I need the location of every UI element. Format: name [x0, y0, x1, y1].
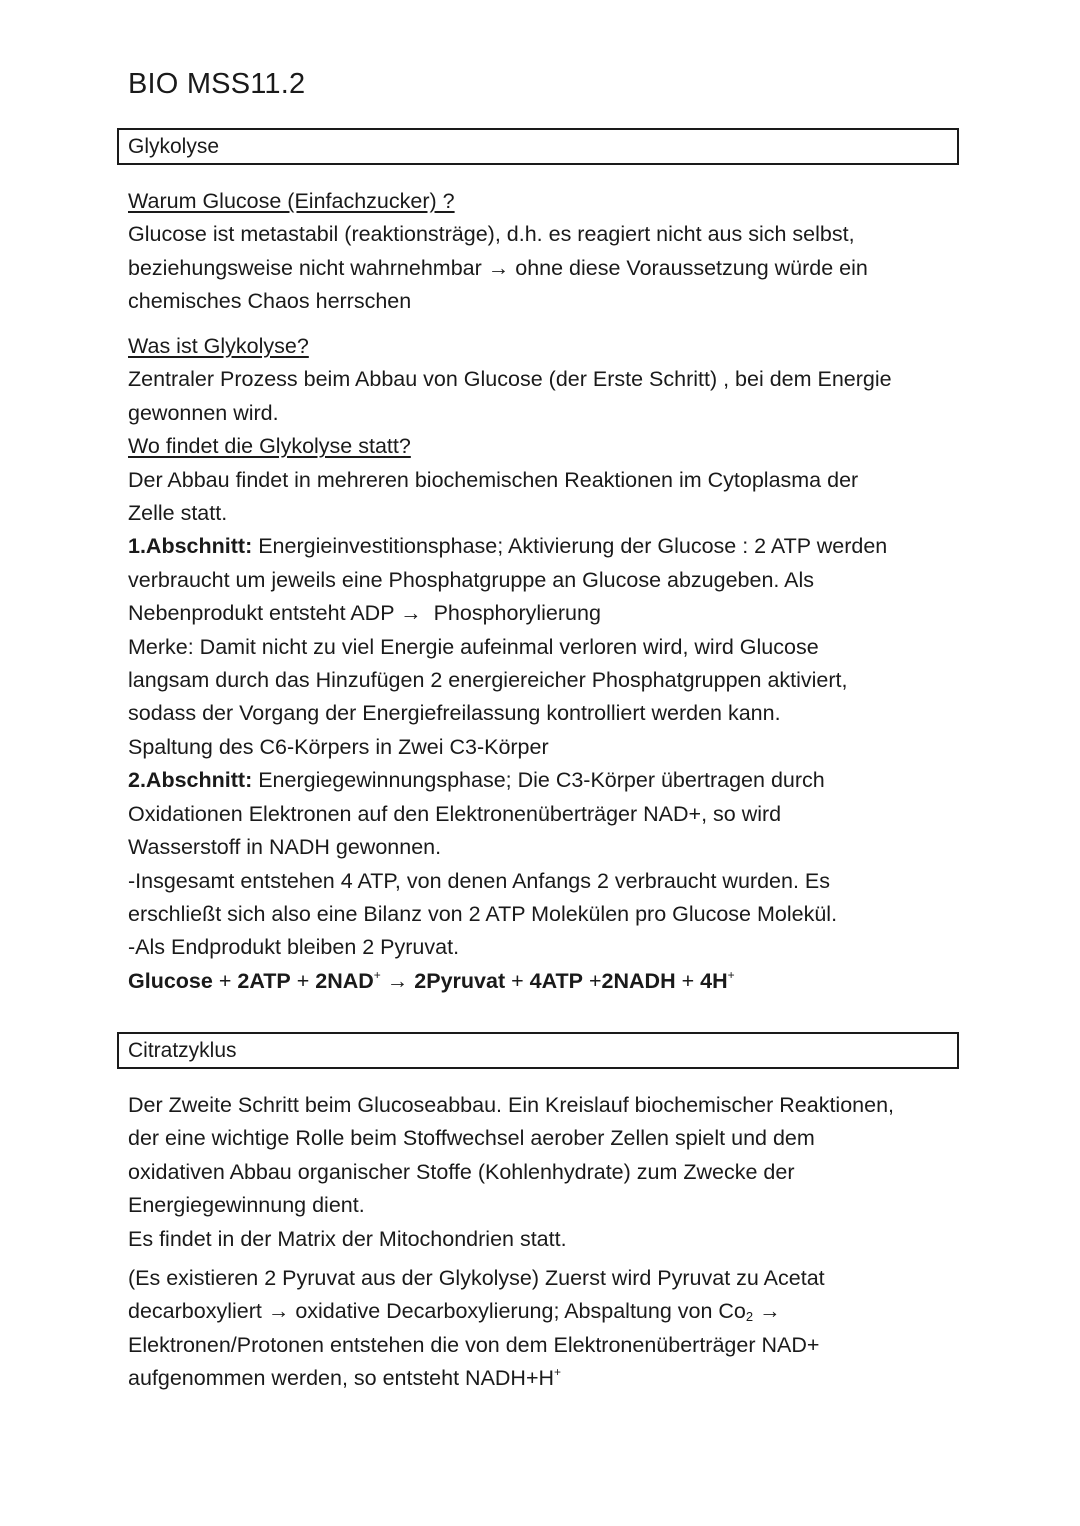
paragraph-line: Zelle statt. [128, 501, 228, 526]
paragraph-line: beziehungsweise nicht wahrnehmbar → ohne diese Voraussetzung würde ein [128, 255, 868, 280]
paragraph-line: decarboxyliert → oxidative Decarboxylierung; Abspaltung von $Co_2$ → [128, 1299, 781, 1325]
right-arrow-icon: → [487, 255, 510, 280]
question-heading: Was ist Glykolyse? [128, 334, 309, 358]
paragraph-line: Der Zweite Schritt beim Glucoseabbau. Ein Kreislauf biochemischer Reaktionen, [128, 1093, 895, 1117]
step-label: 1.Abschnitt: [128, 534, 253, 559]
paragraph-line: sodass der Vorgang der Energiefreilassung kontrolliert werden kann. [128, 701, 781, 726]
right-arrow-icon: → [386, 968, 409, 993]
citratzyklus-intro [128, 1089, 958, 1256]
question-heading: Warum Glucose (Einfachzucker) ? [128, 189, 455, 213]
paragraph-line: Wasserstoff in NADH gewonnen. [128, 835, 442, 860]
glykolyse-main-text [128, 330, 958, 998]
paragraph-line: Glucose ist metastabil (reaktionsträge), d.h. es reagiert nicht aus sich selbst, [128, 222, 855, 247]
paragraph-line: gewonnen wird. [128, 400, 279, 425]
right-arrow-icon: → [267, 1299, 290, 1324]
citratzyklus-decarboxylation [128, 1262, 958, 1396]
paragraph-line: Energiegewinnung dient. [128, 1193, 365, 1218]
section-heading-citratzyklus [117, 1032, 959, 1069]
paragraph-line: -Als Endprodukt bleiben 2 Pyruvat. [128, 935, 460, 960]
paragraph-line: erschließt sich also eine Bilanz von 2 ATP Molekülen pro Glucose Molekül. [128, 901, 838, 926]
right-arrow-icon: → [759, 1299, 781, 1324]
section-heading-label: Glykolyse [128, 135, 220, 158]
right-arrow-icon: → [400, 601, 422, 626]
question-heading: Wo findet die Glykolyse statt? [128, 434, 411, 459]
paragraph-line: Der Abbau findet in mehreren biochemischen Reaktionen im Cytoplasma der [128, 467, 859, 492]
paragraph-line: oxidativen Abbau organischer Stoffe (Kohlenhydrate) zum Zwecke der [128, 1159, 795, 1184]
paragraph-line: verbraucht um jeweils eine Phosphatgruppe an Glucose abzugeben. Als [128, 567, 815, 592]
paragraph-line: -Insgesamt entstehen 4 ATP, von denen Anfangs 2 verbraucht wurden. Es [128, 868, 830, 893]
glykolyse-why-glucose [128, 185, 958, 319]
document-title: BIO MSS11.2 [128, 68, 306, 100]
paragraph-line: Spaltung des C6-Körpers in Zwei C3-Körper [128, 734, 549, 759]
section-heading-glykolyse [117, 128, 959, 165]
section-heading-label: Citratzyklus [128, 1039, 237, 1062]
paragraph-line: 2.Abschnitt: Energiegewinnungsphase; Die C3-Körper übertragen durch [128, 768, 825, 793]
paragraph-line: langsam durch das Hinzufügen 2 energiereicher Phosphatgruppen aktiviert, [128, 668, 848, 693]
paragraph-line: Oxidationen Elektronen auf den Elektronenüberträger NAD+, so wird [128, 801, 782, 826]
paragraph-line: (Es existieren 2 Pyruvat aus der Glykolyse) Zuerst wird Pyruvat zu Acetat [128, 1266, 825, 1290]
paragraph-line: der eine wichtige Rolle beim Stoffwechsel aerober Zellen spielt und dem [128, 1126, 815, 1151]
paragraph-line: Merke: Damit nicht zu viel Energie aufeinmal verloren wird, wird Glucose [128, 634, 819, 659]
paragraph-line: aufgenommen werden, so entsteht NADH+H+ [128, 1365, 562, 1391]
paragraph-line: 1.Abschnitt: Energieinvestitionsphase; Aktivierung der Glucose : 2 ATP werden [128, 534, 888, 559]
paragraph-line: Nebenprodukt entsteht ADP → Phosphorylierung [128, 601, 601, 626]
paragraph-line: Es findet in der Matrix der Mitochondrien statt. [128, 1226, 567, 1251]
paragraph-line: Zentraler Prozess beim Abbau von Glucose (der Erste Schritt) , bei dem Energie [128, 367, 892, 392]
paragraph-line: Elektronen/Protonen entstehen die von dem Elektronenüberträger NAD+ [128, 1332, 820, 1357]
step-label: 2.Abschnitt: [128, 768, 253, 793]
paragraph-line: chemisches Chaos herrschen [128, 289, 412, 314]
reaction-equation: Glucose + 2ATP + 2NAD+ → 2Pyruvat + 4ATP +2NADH + 4H+ [128, 967, 735, 993]
